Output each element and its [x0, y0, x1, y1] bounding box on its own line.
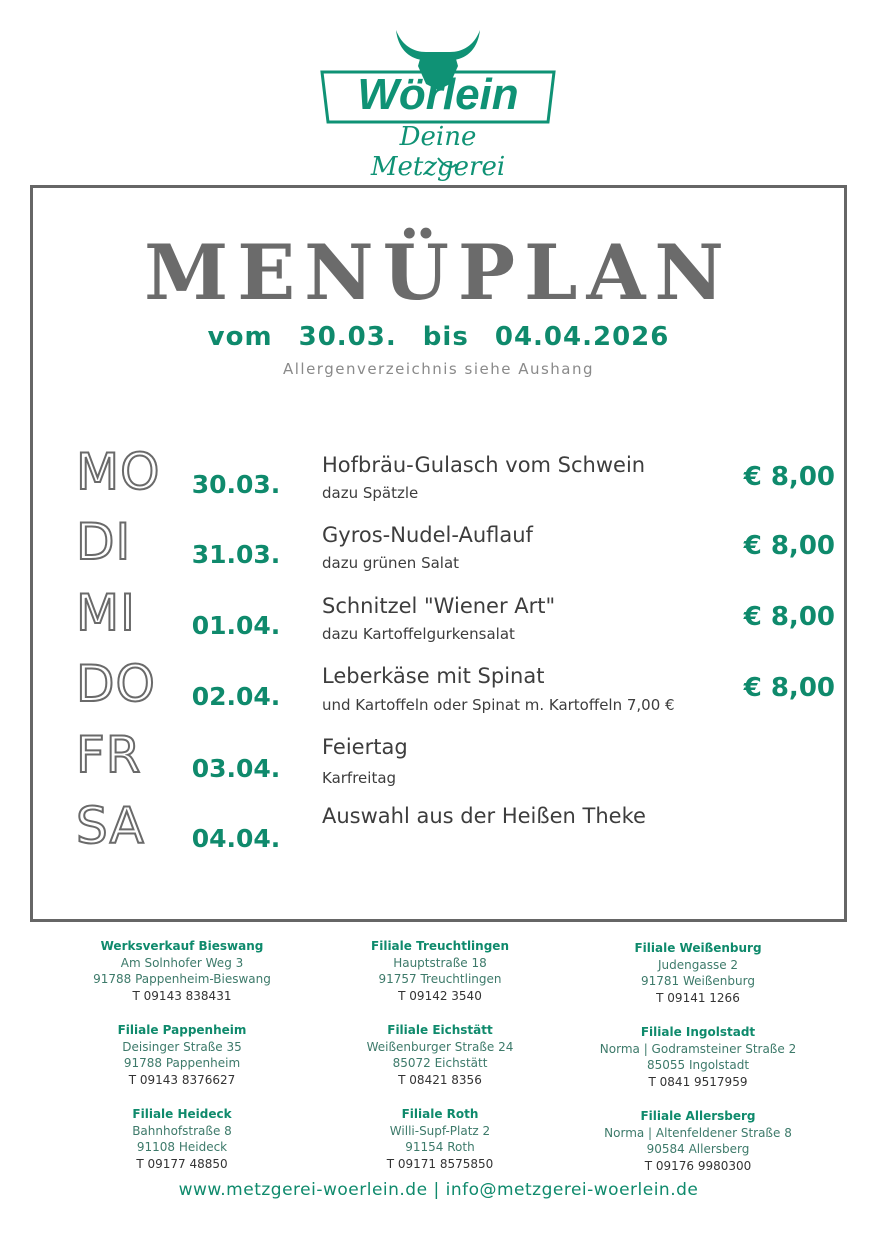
day-date: 04.04. — [191, 824, 281, 853]
branch-block — [578, 1024, 818, 1090]
dish-name: Hofbräu-Gulasch vom Schwein — [322, 453, 646, 477]
allergen-note: Allergenverzeichnis siehe Aushang — [282, 360, 595, 378]
day-date: 31.03. — [191, 540, 281, 569]
branch-city: 91757 Treuchtlingen — [378, 972, 502, 986]
dish-name: Feiertag — [322, 735, 408, 759]
branch-name: Filiale Weißenburg — [634, 941, 762, 955]
day-date: 30.03. — [191, 470, 281, 499]
branch-phone: T 09177 48850 — [136, 1156, 228, 1171]
branch-block — [62, 1106, 302, 1172]
branch-name: Filiale Eichstätt — [387, 1023, 493, 1037]
branch-name: Filiale Roth — [401, 1107, 479, 1121]
dish-name: Gyros-Nudel-Auflauf — [322, 523, 533, 547]
branch-block — [578, 940, 818, 1006]
dish-side: Karfreitag — [322, 769, 397, 787]
branch-phone: T 09176 9980300 — [644, 1158, 752, 1173]
branch-name: Filiale Heideck — [132, 1107, 232, 1121]
branch-city: 91788 Pappenheim — [123, 1056, 241, 1070]
branch-name: Filiale Ingolstadt — [640, 1025, 756, 1039]
day-date: 03.04. — [191, 754, 281, 783]
page-title: MENÜPLAN — [144, 228, 733, 317]
branch-street: Weißenburger Straße 24 — [366, 1039, 514, 1054]
branch-city: 90584 Allersberg — [646, 1142, 750, 1156]
branch-city: 91154 Roth — [405, 1140, 475, 1154]
day-date: 02.04. — [191, 682, 281, 711]
range-from: 30.03. — [298, 322, 397, 352]
branch-column-3 — [578, 940, 818, 1192]
logo-name: Wörlein — [357, 70, 519, 119]
branch-street: Willi-Supf-Platz 2 — [389, 1123, 491, 1138]
branch-phone: T 09142 3540 — [398, 988, 482, 1003]
dish-name: Schnitzel "Wiener Art" — [322, 594, 556, 618]
day-label: SA — [76, 797, 145, 855]
branch-phone: T 09171 8575850 — [386, 1156, 494, 1171]
branch-column-1 — [62, 938, 302, 1190]
dish-side: dazu grünen Salat — [322, 554, 460, 572]
branch-block — [320, 938, 560, 1004]
branch-phone: T 08421 8356 — [398, 1072, 482, 1087]
date-range — [0, 322, 877, 352]
logo — [318, 26, 558, 182]
day-label: FR — [76, 726, 142, 784]
branch-name: Filiale Allersberg — [640, 1109, 756, 1123]
branch-block — [320, 1022, 560, 1088]
branch-name: Filiale Pappenheim — [117, 1023, 247, 1037]
branch-city: 85055 Ingolstadt — [646, 1058, 750, 1072]
day-label: MO — [76, 443, 161, 501]
dish-name: Auswahl aus der Heißen Theke — [322, 804, 646, 828]
branch-city: 91781 Weißenburg — [641, 974, 755, 988]
branch-block — [578, 1108, 818, 1174]
branch-phone: T 09143 838431 — [132, 988, 232, 1003]
range-to-label: bis — [422, 322, 469, 352]
branch-street: Norma | Godramsteiner Straße 2 — [599, 1041, 797, 1056]
day-date: 01.04. — [191, 611, 281, 640]
branch-city: 91788 Pappenheim-Bieswang — [93, 972, 271, 986]
dish-price: € 8,00 — [743, 673, 835, 703]
dish-name: Leberkäse mit Spinat — [322, 664, 545, 688]
branch-phone: T 0841 9517959 — [648, 1074, 748, 1089]
branch-street: Deisinger Straße 35 — [122, 1039, 242, 1054]
branch-name: Werksverkauf Bieswang — [100, 939, 264, 953]
branch-phone: T 09141 1266 — [656, 990, 740, 1005]
day-label: MI — [76, 584, 136, 642]
branch-block — [62, 1022, 302, 1088]
dish-price: € 8,00 — [743, 531, 835, 561]
branch-column-2 — [320, 938, 560, 1190]
branch-street: Bahnhofstraße 8 — [132, 1123, 232, 1138]
branch-street: Judengasse 2 — [657, 957, 739, 972]
dish-side: dazu Spätzle — [322, 484, 419, 502]
branch-street: Am Solnhofer Weg 3 — [120, 955, 244, 970]
branch-block — [320, 1106, 560, 1172]
logo-tagline: Deine Metzgerei — [370, 122, 506, 182]
day-label: DO — [76, 655, 156, 713]
branch-street: Hauptstraße 18 — [393, 955, 487, 970]
day-label: DI — [76, 513, 132, 571]
range-from-label: vom — [207, 322, 273, 352]
dish-price: € 8,00 — [743, 462, 835, 492]
branch-phone: T 09143 8376627 — [128, 1072, 236, 1087]
branch-block — [62, 938, 302, 1004]
dish-side: und Kartoffeln oder Spinat m. Kartoffeln 7,00 € — [322, 696, 675, 714]
range-to: 04.04.2026 — [494, 322, 670, 352]
dish-side: dazu Kartoffelgurkensalat — [322, 625, 515, 643]
branch-name: Filiale Treuchtlingen — [371, 939, 509, 953]
dish-price: € 8,00 — [743, 602, 835, 632]
footer-contact: www.metzgerei-woerlein.de | info@metzgerei-woerlein.de — [178, 1180, 699, 1200]
branch-city: 91108 Heideck — [136, 1140, 228, 1154]
branch-street: Norma | Altenfeldener Straße 8 — [604, 1125, 792, 1140]
branch-city: 85072 Eichstätt — [392, 1056, 488, 1070]
